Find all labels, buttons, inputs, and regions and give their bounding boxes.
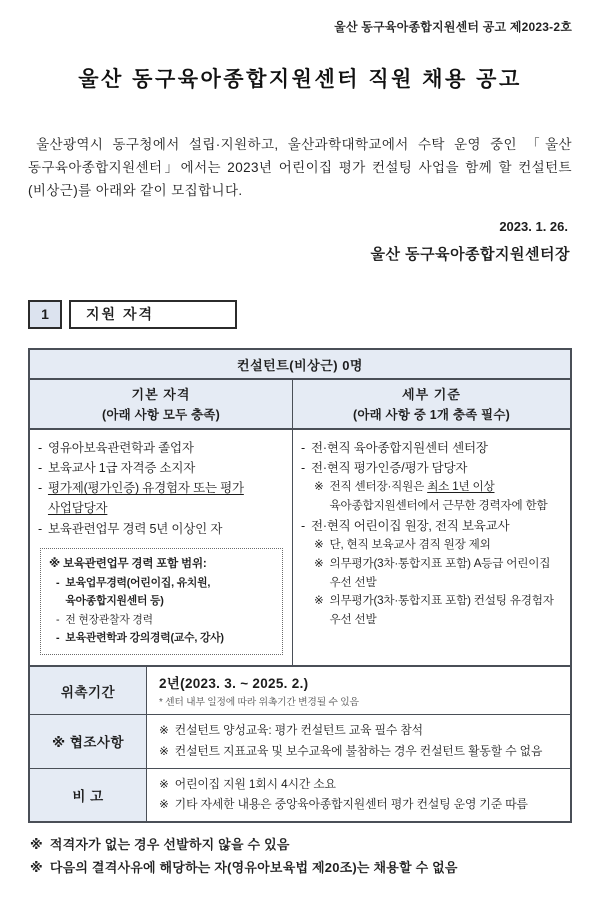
appointment-period-label: 위촉기간 [30,667,147,714]
reference-marker: ※ [159,776,169,791]
table-position-header: 컨설턴트(비상근) 0명 [30,350,570,380]
column-header-basic-sub: (아래 사항 모두 충족) [102,407,220,422]
appointment-period-row [30,665,570,714]
reference-marker: ※ [313,537,324,551]
detail-criteria-cell [293,430,570,666]
table-content-row [30,430,570,666]
table-column-headers [30,380,570,430]
column-header-basic [30,380,293,428]
dash-marker: - [56,576,60,589]
basic-qualifications-cell [30,430,293,666]
appointment-period-value: 2년(2023. 3. ~ 2025. 2.) [159,676,309,692]
remarks-line: ※ 기타 자세한 내용은 중앙육아종합지원센터 평가 컨설팅 운영 기준 따름 [159,794,560,815]
career-scope-item: - 전 현장관찰자 경력 [49,611,275,629]
reference-marker: ※ [159,723,169,738]
criteria-note: ※ 전직 센터장·직원은 최소 1년 이상 육아종합지원센터에서 근무한 경력자에 한함 [301,478,563,516]
dash-marker: - [38,460,42,475]
qualification-item: - 평가제(평가인증) 유경험자 또는 평가 사업담당자 [38,478,285,519]
column-header-basic-title: 기본 자격 [131,386,191,402]
reference-marker: ※ [30,859,43,875]
page-title: 울산 동구육아종합지원센터 직원 채용 공고 [78,68,522,91]
column-header-detail-title: 세부 기준 [402,386,461,402]
cooperation-row [30,714,570,767]
doc-number: 울산 동구육아종합지원센터 공고 제2023-2호 [334,20,572,34]
reference-marker: ※ [313,480,324,494]
dash-marker: - [300,440,305,455]
footnote-line: ※ 적격자가 없는 경우 선발하지 않을 수 있음 [30,836,572,855]
qualification-item: - 보육관련업무 경력 5년 이상인 자 [38,519,285,539]
career-scope-box [40,548,283,655]
dash-marker: - [38,481,42,496]
appointment-period-note: * 센터 내부 일정에 따라 위촉기간 변경될 수 있음 [159,697,359,709]
criteria-item: - 전·현직 어린이집 원장, 전직 보육교사 [301,516,563,536]
cooperation-label: ※ 협조사항 [30,715,147,767]
criteria-note: ※ 단, 현직 보육교사 겸직 원장 제외 ※ 의무평가(3차·통합지표 포함) A등급 어린이집 우선 선발 ※ 의무평가(3차·통합지표 포함) 컨설팅 유경험자 우선 선발 [301,536,563,630]
cooperation-line: ※ 컨설턴트 양성교육: 평가 컨설턴트 교육 필수 참석 [159,720,560,741]
cooperation-line: ※ 컨설턴트 지표교육 및 보수교육에 불참하는 경우 컨설턴트 활동할 수 없음 [159,741,560,762]
footnote-line: ※ 다음의 결격사유에 해당하는 자(영유아보육법 제20조)는 채용할 수 없음 [30,859,572,878]
remarks-label: 비 고 [30,769,147,821]
dash-marker: - [56,613,60,626]
intro-paragraph: 울산광역시 동구청에서 설립·지원하고, 울산과학대학교에서 수탁 운영 중인 「울산 동구육아종합지원센터」에서는 2023년 어린이집 평가 컨설팅 사업을 함께 할 컨설턴트(비상근)를 아래와 같이 모집합니다. [28,137,572,199]
remarks-row [30,768,570,821]
column-header-detail [293,380,570,428]
dash-marker: - [300,460,305,475]
remarks-line: ※ 어린이집 지원 1회시 4시간 소요 [159,774,560,795]
column-header-detail-sub: (아래 사항 중 1개 충족 필수) [352,407,510,422]
criteria-item: - 전·현직 평가인증/평가 담당자 [301,458,563,478]
career-scope-item: - 보육관련학과 강의경력(교수, 강사) [49,629,275,647]
qualification-item: - 보육교사 1급 자격증 소지자 [38,458,285,478]
career-scope-title: ※ 보육관련업무 경력 포함 범위: [49,557,207,570]
section-title-box: 지원 자격 [69,300,237,329]
dash-marker: - [38,440,42,455]
dash-marker: - [300,518,305,533]
dash-marker: - [56,631,60,644]
reference-marker: ※ [30,836,43,852]
career-scope-item: - 보육업무경력(어린이집, 유치원, 육아종합지원센터 등) [49,574,275,611]
reference-marker: ※ [313,594,324,608]
reference-marker: ※ [159,797,169,812]
dash-marker: - [38,521,42,536]
reference-marker: ※ [313,556,324,570]
footnotes [28,836,572,878]
criteria-item: - 전·현직 육아종합지원센터 센터장 [301,438,563,458]
announcement-signer: 울산 동구육아종합지원센터장 [370,245,570,263]
reference-marker: ※ [159,743,169,758]
announcement-date: 2023. 1. 26. [499,218,568,234]
section-header [28,300,572,329]
qualification-item: - 영유아보육관련학과 졸업자 [38,438,285,458]
qualification-table [28,348,572,823]
section-number-box: 1 [28,300,62,329]
